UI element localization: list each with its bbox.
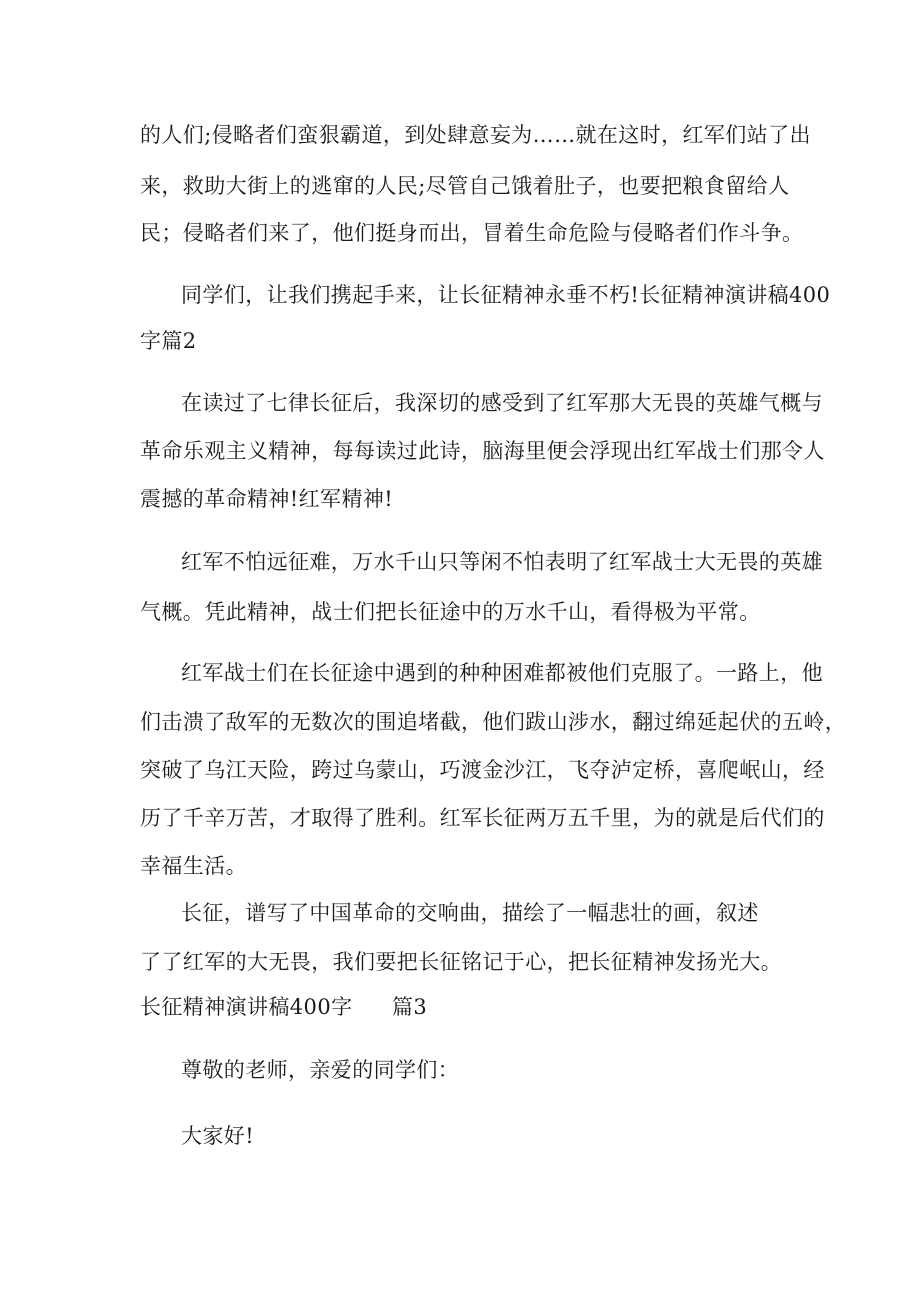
paragraph-line: 红军战士们在长征途中遇到的种种困难都被他们克服了。一路上，他 (181, 661, 823, 685)
paragraph-line: 同学们，让我们携起手来，让长征精神永垂不朽!长征精神演讲稿400 (181, 283, 831, 307)
paragraph-line: 字篇2 (140, 329, 197, 353)
greeting: 大家好! (181, 1124, 255, 1148)
paragraph-line: 突破了乌江天险，跨过乌蒙山，巧渡金沙江，飞夺泸定桥，喜爬岷山，经 (140, 758, 825, 782)
paragraph-line: 革命乐观主义精神，每每读过此诗，脑海里便会浮现出红军战士们那令人 (140, 439, 825, 463)
paragraph-line: 红军不怕远征难，万水千山只等闲不怕表明了红军战士大无畏的英雄 (181, 550, 823, 574)
paragraph-line: 幸福生活。 (140, 854, 247, 878)
paragraph-line: 们击溃了敌军的无数次的围追堵截，他们跋山涉水，翻过绵延起伏的五岭， (140, 710, 847, 734)
section-heading: 长征精神演讲稿400字 (140, 995, 353, 1019)
paragraph-line: 气概。凭此精神，战士们把长征途中的万水千山，看得极为平常。 (140, 600, 761, 624)
section-heading-number: 篇3 (392, 995, 428, 1019)
paragraph-line: 来，救助大街上的逃窜的人民;尽管自己饿着肚子，也要把粮食留给人 (140, 174, 790, 198)
paragraph-line: 历了千辛万苦，才取得了胜利。红军长征两万五千里，为的就是后代们的 (140, 806, 825, 830)
paragraph-line: 在读过了七律长征后，我深切的感受到了红军那大无畏的英雄气概与 (181, 391, 823, 415)
paragraph-line: 了了红军的大无畏，我们要把长征铭记于心，把长征精神发扬光大。 (140, 950, 782, 974)
paragraph-line: 民；侵略者们来了，他们挺身而出，冒着生命危险与侵略者们作斗争。 (140, 221, 804, 245)
paragraph-line: 震撼的革命精神!红军精神! (140, 487, 394, 511)
paragraph-line: 长征，谱写了中国革命的交响曲，描绘了一幅悲壮的画，叙述 (181, 901, 759, 925)
salutation: 尊敬的老师，亲爱的同学们： (181, 1058, 460, 1082)
paragraph-line: 的人们;侵略者们蛮狠霸道，到处肆意妄为……就在这时，红军们站了出 (140, 123, 811, 147)
